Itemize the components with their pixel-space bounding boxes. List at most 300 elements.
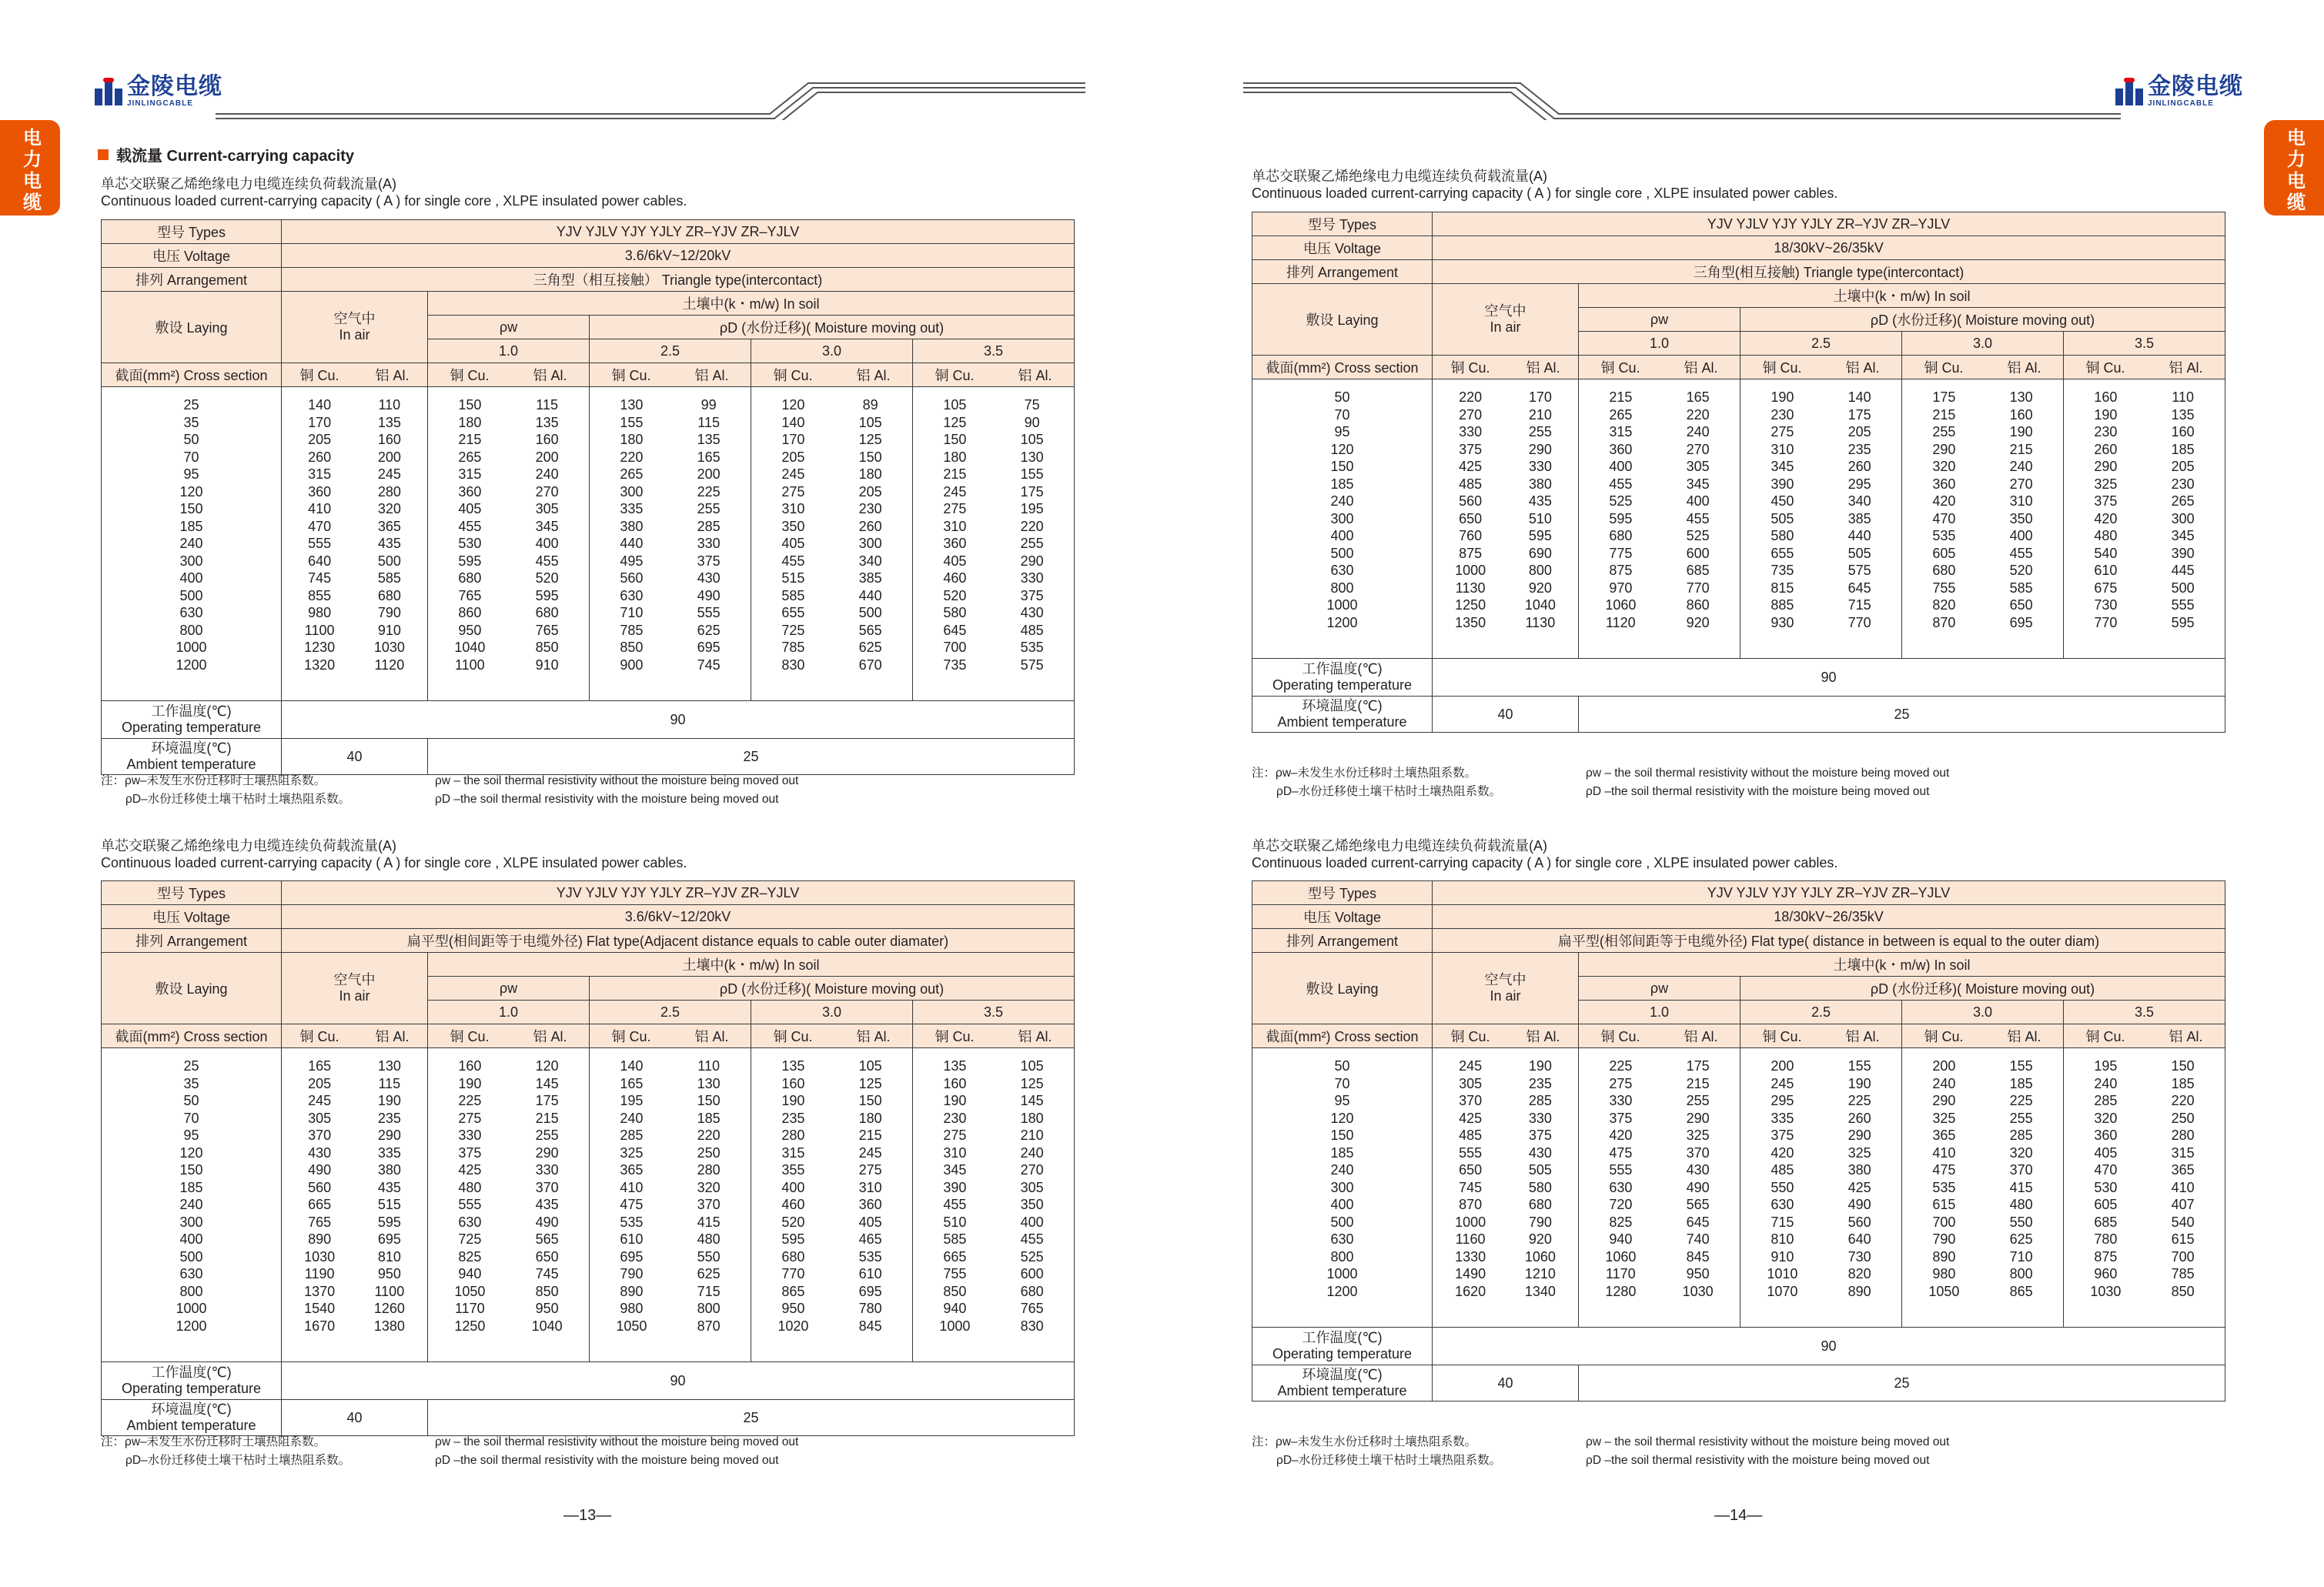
rho-w-header [428, 977, 590, 1001]
copper-current-value: 475 [620, 1197, 644, 1212]
copper-current-value: 315 [458, 466, 482, 482]
aluminium-current-value: 405 [858, 1214, 882, 1230]
copper-current-value: 890 [1932, 1248, 1956, 1265]
aluminium-current-value: 650 [535, 1248, 559, 1265]
copper-current-value: 215 [1932, 406, 1956, 423]
copper-current-value: 1000 [939, 1318, 971, 1334]
types-value-cell [1433, 212, 2225, 236]
copper-current-value: 540 [2094, 545, 2118, 561]
copper-current-value: 725 [781, 622, 805, 638]
aluminium-current-value: 290 [1020, 553, 1044, 569]
copper-current-value: 425 [458, 1162, 482, 1178]
cu-al-header [1902, 356, 2064, 379]
cross-section-value: 1200 [1326, 614, 1358, 630]
copper-current-value: 630 [1609, 1179, 1633, 1195]
copper-current-value: 320 [2094, 1110, 2118, 1126]
cross-section-value: 500 [1330, 1214, 1354, 1230]
in-air-cn: 空气中 [333, 311, 376, 326]
cross-section-value: 95 [183, 1128, 199, 1143]
aluminium-current-value: 575 [1020, 657, 1044, 673]
cross-section-value: 70 [183, 1110, 199, 1126]
copper-current-value: 190 [1771, 389, 1794, 405]
copper-label: 铜 Cu. [1450, 360, 1490, 376]
aluminium-current-value: 400 [535, 536, 559, 551]
copper-label: 铜 Cu. [1762, 360, 1802, 376]
copper-current-value: 810 [1771, 1231, 1794, 1247]
aluminium-label: 铝 Al. [856, 368, 891, 383]
rho-value-header [590, 1001, 751, 1024]
aluminium-current-value: 205 [1847, 424, 1871, 439]
aluminium-current-value: 555 [2171, 597, 2195, 613]
amb-temp-cn: 环境温度(℃) [151, 1402, 232, 1417]
copper-current-value: 1490 [1455, 1266, 1486, 1281]
copper-current-value: 290 [1932, 441, 1956, 457]
copper-current-value: 160 [943, 1075, 967, 1091]
caption-cn: 单芯交联聚乙烯绝缘电力电缆连续负荷载流量(A) [101, 176, 396, 192]
ambient-temperature-label [1252, 697, 1433, 733]
cu-al-header [428, 1024, 590, 1048]
aluminium-current-value: 245 [858, 1144, 882, 1161]
types-label: 型号 Types [1307, 886, 1377, 901]
aluminium-current-value: 155 [1847, 1058, 1871, 1074]
aluminium-current-value: 255 [1020, 536, 1044, 551]
aluminium-current-value: 695 [377, 1231, 401, 1247]
copper-current-value: 270 [1459, 406, 1483, 423]
aluminium-current-value: 715 [1847, 597, 1871, 613]
aluminium-current-value: 1040 [531, 1318, 563, 1334]
aluminium-current-value: 680 [1020, 1283, 1044, 1299]
aluminium-current-value: 270 [2009, 476, 2033, 492]
aluminium-current-value: 645 [1847, 580, 1871, 596]
copper-current-value: 230 [1771, 406, 1794, 423]
aluminium-current-value: 440 [858, 587, 882, 603]
current-value-column [428, 1048, 590, 1362]
copper-current-value: 520 [781, 1214, 805, 1230]
copper-label: 铜 Cu. [611, 368, 651, 383]
copper-current-value: 860 [458, 605, 482, 620]
op-temp-value: 90 [670, 1372, 686, 1388]
copper-current-value: 970 [1609, 580, 1633, 596]
aluminium-current-value: 865 [2009, 1283, 2033, 1299]
aluminium-current-value: 375 [1528, 1128, 1552, 1143]
types-value-cell [282, 881, 1075, 905]
aluminium-current-value: 160 [377, 432, 401, 447]
aluminium-current-value: 845 [1686, 1248, 1710, 1265]
aluminium-current-value: 950 [1686, 1266, 1710, 1281]
copper-current-value: 1190 [304, 1266, 335, 1281]
copper-current-value: 410 [1932, 1144, 1956, 1161]
copper-current-value: 700 [943, 640, 967, 655]
copper-current-value: 160 [781, 1075, 805, 1091]
rho-value: 1.0 [498, 342, 519, 359]
copper-current-value: 1540 [304, 1301, 336, 1316]
rho-value: 1.0 [498, 1004, 519, 1020]
copper-current-value: 825 [1609, 1214, 1633, 1230]
current-value-column [913, 387, 1075, 701]
aluminium-current-value: 165 [1686, 389, 1710, 405]
copper-label: 铜 Cu. [773, 368, 813, 383]
copper-current-value: 1620 [1455, 1283, 1486, 1299]
cross-section-value: 95 [1334, 1093, 1350, 1108]
arrangement-value: 扁平型(相邻间距等于电缆外径) Flat type( distance in between is equal to the outer diam) [1557, 934, 2100, 949]
copper-current-value: 420 [2094, 510, 2118, 526]
copper-current-value: 535 [1932, 1179, 1956, 1195]
copper-current-value: 820 [1932, 597, 1956, 613]
copper-current-value: 555 [1609, 1162, 1633, 1178]
aluminium-current-value: 360 [858, 1197, 882, 1212]
aluminium-current-value: 225 [1847, 1093, 1871, 1108]
copper-current-value: 875 [2094, 1248, 2118, 1265]
copper-current-value: 265 [458, 449, 482, 465]
cross-section-header [102, 363, 282, 387]
copper-current-value: 315 [308, 466, 332, 482]
aluminium-label: 铝 Al. [533, 1029, 567, 1044]
aluminium-current-value: 565 [1686, 1197, 1710, 1212]
aluminium-current-value: 830 [1020, 1318, 1044, 1334]
copper-current-value: 765 [458, 587, 482, 603]
aluminium-current-value: 490 [697, 587, 721, 603]
copper-current-value: 365 [1932, 1128, 1956, 1143]
aluminium-label: 铝 Al. [375, 368, 410, 383]
copper-current-value: 195 [620, 1093, 644, 1108]
copper-current-value: 205 [308, 432, 332, 447]
aluminium-label: 铝 Al. [533, 368, 567, 383]
aluminium-current-value: 125 [858, 1075, 882, 1091]
amb-soil-value: 25 [743, 1409, 759, 1425]
current-value-column [590, 1048, 751, 1362]
copper-current-value: 470 [2094, 1162, 2118, 1178]
rho-value: 3.0 [1972, 335, 1993, 351]
aluminium-current-value: 407 [2171, 1197, 2195, 1212]
rho-value-header [751, 1001, 913, 1024]
aluminium-current-value: 850 [2171, 1283, 2195, 1299]
aluminium-current-value: 220 [1020, 518, 1044, 534]
rho-value: 3.5 [2134, 1004, 2155, 1020]
in-air-header [282, 292, 428, 363]
copper-current-value: 325 [1932, 1110, 1956, 1126]
voltage-header [102, 905, 282, 929]
aluminium-current-value: 670 [858, 657, 882, 673]
copper-current-value: 235 [781, 1110, 805, 1126]
aluminium-current-value: 105 [1020, 432, 1044, 447]
cu-al-header [1579, 356, 1740, 379]
aluminium-current-value: 290 [1847, 1128, 1871, 1143]
types-value-cell [1433, 881, 2225, 905]
copper-current-value: 265 [1609, 406, 1633, 423]
in-air-en: In air [339, 327, 370, 342]
aluminium-current-value: 175 [535, 1093, 559, 1108]
cross-section-value: 800 [179, 1283, 203, 1299]
copper-current-value: 380 [620, 518, 644, 534]
aluminium-current-value: 625 [858, 640, 882, 655]
aluminium-current-value: 215 [1686, 1075, 1710, 1091]
aluminium-current-value: 255 [697, 501, 721, 516]
aluminium-label: 铝 Al. [2007, 360, 2041, 376]
aluminium-current-value: 145 [535, 1075, 559, 1091]
current-value-column [2064, 379, 2225, 659]
aluminium-label: 铝 Al. [2169, 1029, 2203, 1044]
copper-current-value: 680 [458, 570, 482, 586]
copper-current-value: 775 [1609, 545, 1633, 561]
copper-current-value: 1160 [1455, 1231, 1486, 1247]
copper-current-value: 405 [458, 501, 482, 516]
aluminium-current-value: 260 [1847, 1110, 1871, 1126]
copper-current-value: 930 [1771, 614, 1794, 630]
copper-label: 铜 Cu. [773, 1029, 813, 1044]
amb-temp-en: Ambient temperature [1277, 1383, 1407, 1398]
op-temp-en: Operating temperature [1272, 1346, 1413, 1361]
copper-current-value: 245 [1771, 1075, 1794, 1091]
copper-current-value: 325 [2094, 476, 2118, 492]
copper-current-value: 950 [781, 1301, 805, 1316]
aluminium-current-value: 820 [1847, 1266, 1871, 1281]
aluminium-current-value: 255 [535, 1128, 559, 1143]
aluminium-current-value: 695 [858, 1283, 882, 1299]
aluminium-current-value: 210 [1020, 1128, 1044, 1143]
rho-value: 2.5 [660, 342, 680, 359]
copper-current-value: 265 [620, 466, 644, 482]
aluminium-current-value: 345 [1686, 476, 1710, 492]
copper-current-value: 615 [1932, 1197, 1956, 1212]
copper-current-value: 530 [458, 536, 482, 551]
aluminium-current-value: 110 [378, 397, 401, 413]
copper-current-value: 790 [620, 1266, 644, 1281]
aluminium-current-value: 1060 [1524, 1248, 1556, 1265]
aluminium-current-value: 185 [2171, 1075, 2195, 1091]
types-value-cell [282, 220, 1075, 244]
cross-section-value: 120 [179, 1144, 203, 1161]
aluminium-current-value: 485 [1020, 622, 1044, 638]
aluminium-current-value: 565 [535, 1231, 559, 1247]
copper-current-value: 980 [1932, 1266, 1956, 1281]
aluminium-current-value: 685 [1686, 563, 1710, 578]
cross-section-value: 1200 [176, 1318, 207, 1334]
types-header [1252, 881, 1433, 905]
copper-label: 铜 Cu. [450, 368, 490, 383]
copper-current-value: 260 [308, 449, 332, 465]
copper-current-value: 215 [458, 432, 482, 447]
rho-w-label: ρw [1650, 311, 1669, 327]
voltage-value: 3.6/6kV~12/20kV [624, 247, 731, 263]
laying-header [102, 292, 282, 363]
aluminium-current-value: 190 [1847, 1075, 1871, 1091]
aluminium-current-value: 205 [2171, 459, 2195, 474]
copper-current-value: 790 [1932, 1231, 1956, 1247]
copper-current-value: 375 [1459, 441, 1483, 457]
copper-current-value: 520 [943, 587, 967, 603]
aluminium-current-value: 520 [535, 570, 559, 586]
aluminium-current-value: 345 [2171, 528, 2195, 543]
copper-current-value: 1250 [1455, 597, 1486, 613]
in-soil-label: 土壤中(k・m/w) In soil [1833, 289, 1971, 304]
aluminium-current-value: 1130 [1525, 614, 1556, 630]
rho-value-header [1902, 332, 2064, 356]
rho-value: 3.5 [2134, 335, 2155, 351]
aluminium-current-value: 480 [697, 1231, 721, 1247]
cross-section-value: 630 [1330, 563, 1354, 578]
aluminium-current-value: 275 [858, 1162, 882, 1178]
copper-current-value: 400 [781, 1179, 805, 1195]
cross-section-value: 240 [1330, 1162, 1354, 1178]
copper-current-value: 585 [781, 587, 805, 603]
copper-current-value: 1020 [777, 1318, 809, 1334]
arrangement-value-cell [282, 929, 1075, 953]
operating-temperature-label [102, 1362, 282, 1400]
ambient-soil-value [428, 739, 1075, 775]
aluminium-current-value: 170 [1528, 389, 1552, 405]
aluminium-current-value: 640 [1847, 1231, 1871, 1247]
copper-current-value: 1050 [454, 1283, 486, 1299]
arrangement-value-cell [282, 268, 1075, 292]
cross-section-value: 150 [1330, 1128, 1354, 1143]
current-value-column [2064, 1048, 2225, 1328]
rho-value: 3.0 [821, 342, 842, 359]
aluminium-current-value: 435 [1528, 493, 1552, 509]
arrangement-header [1252, 929, 1433, 953]
note-cn-1: 注：ρw–未发生水份迁移时土壤热阻系数。 [1252, 767, 1477, 780]
aluminium-current-value: 325 [1686, 1128, 1710, 1143]
aluminium-current-value: 410 [2171, 1179, 2195, 1195]
copper-current-value: 310 [1771, 441, 1794, 457]
copper-current-value: 700 [1932, 1214, 1956, 1230]
cross-section-values [1252, 1048, 1433, 1328]
copper-label: 铜 Cu. [1600, 360, 1640, 376]
voltage-value-cell [1433, 236, 2225, 260]
aluminium-current-value: 430 [1686, 1162, 1710, 1178]
current-value-column [1433, 379, 1579, 659]
copper-current-value: 460 [943, 570, 967, 586]
note-en-1: ρw – the soil thermal resistivity without the moisture being moved out [1586, 1435, 1950, 1448]
aluminium-current-value: 290 [1686, 1110, 1710, 1126]
copper-current-value: 850 [943, 1283, 967, 1299]
table-1-caption [101, 175, 687, 209]
aluminium-current-value: 160 [2009, 406, 2033, 423]
aluminium-current-value: 540 [2171, 1214, 2195, 1230]
caption-en: Continuous loaded current-carrying capacity ( A ) for single core , XLPE insulated power cables. [1252, 855, 1838, 870]
laying-header [102, 953, 282, 1024]
aluminium-current-value: 380 [1528, 476, 1552, 492]
aluminium-current-value: 890 [1847, 1283, 1871, 1299]
copper-current-value: 870 [1932, 614, 1956, 630]
copper-current-value: 675 [2094, 580, 2118, 596]
rho-w-label: ρw [1650, 980, 1669, 996]
rho-value: 3.5 [983, 1004, 1004, 1020]
note-cn-2: ρD–水份迁移使土壤干枯时土壤热阻系数。 [125, 793, 351, 806]
copper-current-value: 410 [620, 1179, 644, 1195]
cross-section-value: 300 [1330, 1179, 1354, 1195]
rho-d-label: ρD (水份迁移)( Moisture moving out) [1870, 981, 2095, 997]
cross-section-values [1252, 379, 1433, 659]
aluminium-current-value: 415 [697, 1214, 721, 1230]
aluminium-current-value: 625 [2009, 1231, 2033, 1247]
copper-current-value: 350 [781, 518, 805, 534]
operating-temperature-value [1433, 1328, 2225, 1365]
copper-current-value: 480 [2094, 528, 2118, 543]
aluminium-current-value: 260 [858, 518, 882, 534]
copper-current-value: 335 [1771, 1110, 1794, 1126]
copper-current-value: 325 [620, 1144, 644, 1161]
cross-section-value: 150 [179, 501, 203, 516]
aluminium-current-value: 175 [1686, 1058, 1710, 1074]
aluminium-current-value: 130 [377, 1058, 401, 1074]
copper-current-value: 355 [781, 1162, 805, 1178]
rho-value-header [913, 1001, 1075, 1024]
aluminium-current-value: 180 [1020, 1110, 1044, 1126]
aluminium-current-value: 365 [2171, 1162, 2195, 1178]
aluminium-current-value: 440 [1847, 528, 1871, 543]
aluminium-current-value: 150 [858, 1093, 882, 1108]
copper-current-value: 710 [620, 605, 644, 620]
aluminium-current-value: 430 [1020, 605, 1044, 620]
aluminium-current-value: 690 [1528, 545, 1552, 561]
copper-current-value: 1060 [1605, 1248, 1637, 1265]
note-en-1: ρw – the soil thermal resistivity without the moisture being moved out [435, 1435, 799, 1448]
copper-current-value: 980 [620, 1301, 644, 1316]
copper-current-value: 1000 [1455, 1214, 1486, 1230]
copper-current-value: 165 [308, 1058, 332, 1074]
arrangement-value: 扁平型(相间距等于电缆外径) Flat type(Adjacent distance equals to cable outer diamater) [406, 934, 949, 949]
ambient-temperature-label [102, 739, 282, 775]
laying-label: 敷设 Laying [1306, 312, 1379, 328]
copper-current-value: 190 [943, 1093, 967, 1108]
amb-temp-en: Ambient temperature [1277, 714, 1407, 730]
copper-current-value: 765 [308, 1214, 332, 1230]
arrangement-value: 三角型（相互接触） Triangle type(intercontact) [533, 272, 823, 288]
aluminium-current-value: 240 [1020, 1144, 1044, 1161]
copper-current-value: 610 [2094, 563, 2118, 578]
rho-value: 3.0 [821, 1004, 842, 1020]
aluminium-current-value: 305 [1020, 1179, 1044, 1195]
aluminium-current-value: 235 [1528, 1075, 1552, 1091]
types-value: YJV YJLV YJY YJLY ZR–YJV ZR–YJLV [1707, 884, 1951, 900]
laying-header [1252, 284, 1433, 356]
copper-current-value: 150 [458, 397, 482, 413]
types-label: 型号 Types [1307, 217, 1377, 232]
copper-label: 铜 Cu. [1924, 360, 1964, 376]
voltage-value: 18/30kV~26/35kV [1774, 908, 1884, 924]
cu-al-header [590, 363, 751, 387]
cross-section-value: 50 [183, 432, 199, 447]
note-en-2: ρD –the soil thermal resistivity with the moisture being moved out [1586, 785, 1930, 798]
in-air-cn: 空气中 [1484, 972, 1526, 987]
copper-current-value: 230 [2094, 424, 2118, 439]
amb-air-value: 40 [1497, 706, 1513, 722]
aluminium-current-value: 375 [1020, 587, 1044, 603]
copper-current-value: 785 [781, 640, 805, 655]
copper-current-value: 490 [308, 1162, 332, 1178]
aluminium-current-value: 910 [535, 657, 559, 673]
copper-current-value: 275 [781, 483, 805, 499]
cross-section-value: 50 [183, 1093, 199, 1108]
aluminium-current-value: 250 [697, 1144, 721, 1161]
aluminium-current-value: 125 [1020, 1075, 1044, 1091]
aluminium-current-value: 610 [858, 1266, 882, 1281]
aluminium-current-value: 125 [858, 432, 882, 447]
operating-temperature-value [282, 701, 1075, 739]
copper-current-value: 910 [1771, 1248, 1794, 1265]
copper-current-value: 1320 [304, 657, 336, 673]
aluminium-current-value: 585 [377, 570, 401, 586]
rho-value-header [1740, 1001, 1902, 1024]
voltage-label: 电压 Voltage [1302, 910, 1382, 925]
copper-current-value: 1330 [1455, 1248, 1486, 1265]
cu-al-header [1433, 356, 1579, 379]
copper-current-value: 1370 [304, 1283, 336, 1299]
aluminium-current-value: 625 [697, 622, 721, 638]
copper-current-value: 390 [943, 1179, 967, 1195]
cu-al-header [1740, 1024, 1902, 1048]
copper-current-value: 105 [943, 397, 967, 413]
